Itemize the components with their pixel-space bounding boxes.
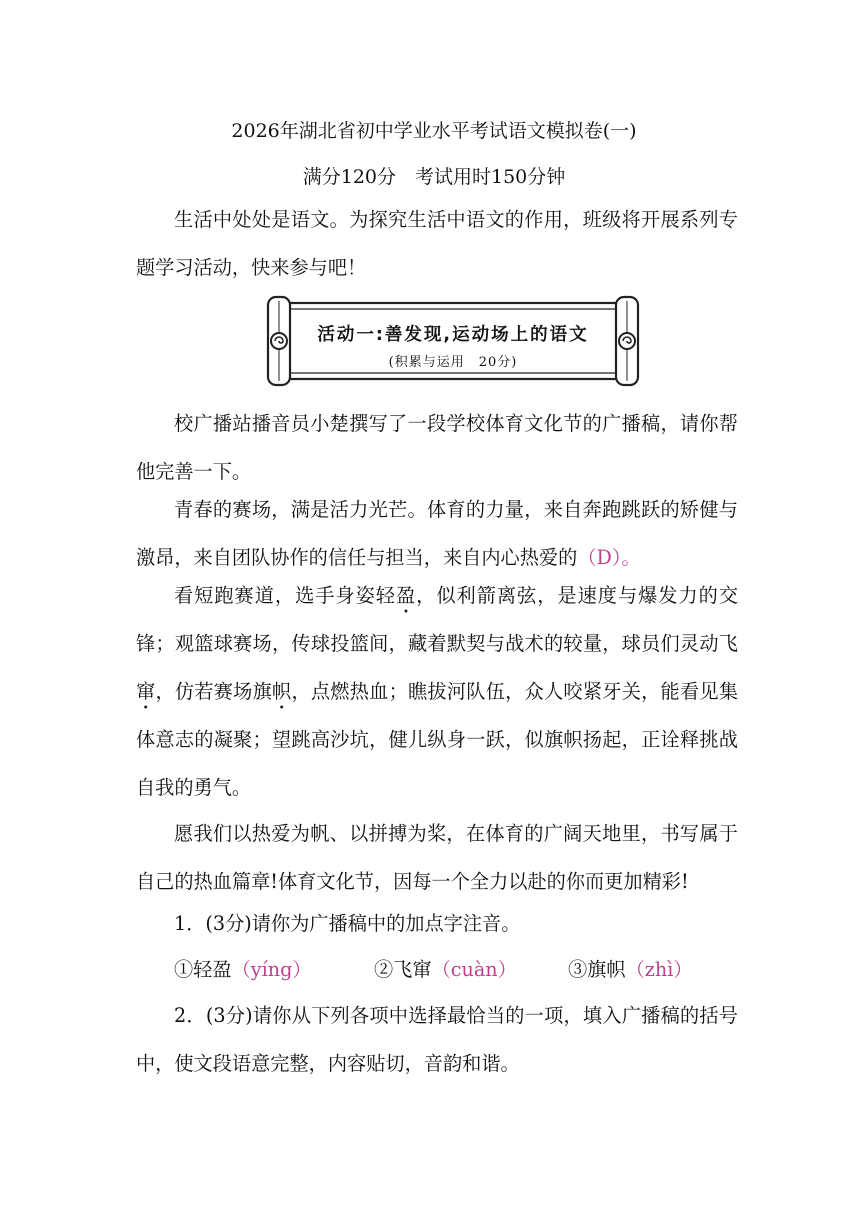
answer-item — [174, 946, 312, 994]
paragraph-text: 青春的赛场，满是活力光芒。体育的力量，来自奔跑跳跃的矫健与激昂，来自团队协作的信任与担当，来自内心热爱的 — [136, 498, 738, 569]
activity-title: 活动一:善发现,运动场上的语文 — [317, 325, 589, 345]
paragraph-text: ，仿若赛场旗 — [155, 680, 272, 703]
intro-paragraph: 生活中处处是语文。为探究生活中语文的作用，班级将开展系列专题学习活动，快来参与吧！ — [136, 208, 738, 279]
pinyin-answer: zhì — [644, 958, 674, 981]
dotted-char: 窜 — [136, 680, 156, 703]
answer-open: （ — [431, 958, 451, 981]
activity-subtitle: (积累与运用 20分) — [388, 355, 518, 370]
task-intro-paragraph: 校广播站播音员小楚撰写了一段学校体育文化节的广播稿，请你帮他完善一下。 — [136, 412, 738, 483]
pinyin-answer: cuàn — [450, 958, 498, 981]
exam-subtitle: 满分120分 考试用时150分钟 — [302, 166, 566, 188]
dotted-char: 盈 — [395, 584, 417, 607]
answer-open: （ — [577, 546, 597, 569]
answer-close: ）。 — [611, 546, 641, 569]
paragraph-text: ，点燃热血；瞧拔河队伍，众人咬紧牙关，能看见集体意志的凝聚；望跳高沙坑，健儿纵身一跃，似旗帜扬起，正诠释挑战自我的勇气。 — [136, 680, 739, 799]
answer-open: （ — [231, 958, 251, 981]
broadcast-paragraph-2 — [136, 572, 738, 812]
paragraph-text: 看短跑赛道，选手身姿轻 — [174, 584, 396, 607]
pinyin-answer: yíng — [250, 958, 293, 981]
broadcast-paragraph-1 — [136, 486, 738, 582]
answer-close: ） — [292, 958, 312, 981]
activity-banner — [264, 293, 642, 389]
answer-blank: D — [596, 546, 612, 569]
answer-label: ①轻盈 — [174, 958, 232, 981]
answer-label: ③旗帜 — [568, 958, 626, 981]
answer-item — [568, 946, 693, 994]
question-1-stem: 1．(3分)请你为广播稿中的加点字注音。 — [174, 912, 521, 935]
answer-item — [374, 946, 517, 994]
answer-open: （ — [625, 958, 645, 981]
broadcast-paragraph-3: 愿我们以热爱为帆、以拼搏为桨，在体育的广阔天地里，书写属于自己的热血篇章!体育文化节，因每一个全力以赴的你而更加精彩! — [136, 822, 738, 893]
dotted-char: 帜 — [272, 680, 292, 703]
answer-label: ②飞窜 — [374, 958, 432, 981]
paragraph-text: ，似利箭离弦，是速度与爆发力的交锋；观篮球赛场，传球投篮间，藏着默契与战术的较量，球员们灵动飞 — [136, 584, 739, 655]
question-2-stem: 2．(3分)请你从下列各项中选择最恰当的一项，填入广播稿的括号中，使文段语意完整，内容贴切，音韵和谐。 — [136, 1004, 738, 1075]
exam-title: 2026年湖北省初中学业水平考试语文模拟卷(一) — [231, 120, 637, 142]
answer-close: ） — [497, 958, 517, 981]
answer-close: ） — [673, 958, 693, 981]
